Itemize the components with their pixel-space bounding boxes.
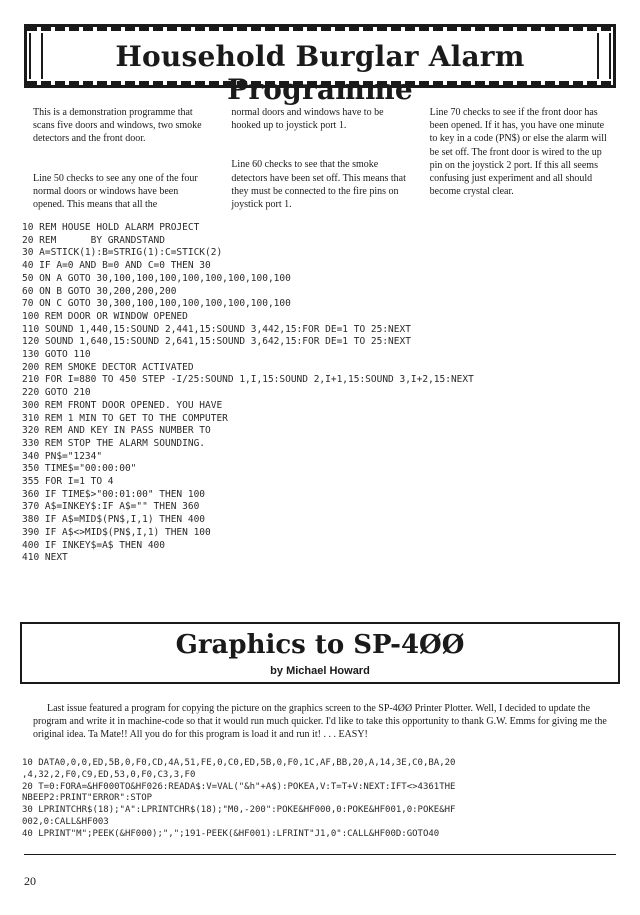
code-line: 310 REM 1 MIN TO GET TO THE COMPUTER: [22, 412, 228, 424]
code-line: 120 SOUND 1,640,15:SOUND 2,641,15:SOUND 3,642,15:FOR DE=1 TO 25:NEXT: [22, 336, 411, 348]
code-line: NBEEP2:PRINT"ERROR":STOP: [22, 793, 153, 804]
graphics-article-title: Graphics to SP-4ØØ: [175, 630, 465, 660]
graphics-article-header: [20, 622, 620, 684]
code-line: 200 REM SMOKE DECTOR ACTIVATED: [22, 361, 194, 373]
footer-rule: [24, 854, 616, 855]
intro-paragraph: Line 50 checks to see any one of the four normal doors or windows have been opened. This means that all the: [33, 172, 198, 211]
basic-program-listing: [22, 222, 622, 565]
code-line: 40 IF A=0 AND B=0 AND C=0 THEN 30: [22, 260, 211, 272]
code-line: 400 IF INKEY$=A$ THEN 400: [22, 539, 165, 551]
article-intro-columns: [33, 106, 608, 211]
intro-column-1: [33, 106, 211, 211]
article-title: Household Burglar Alarm Programme: [115, 40, 525, 106]
code-line: 20 REM BY GRANDSTAND: [22, 234, 165, 246]
code-line: 320 REM AND KEY IN PASS NUMBER TO: [22, 425, 211, 437]
code-line: 330 REM STOP THE ALARM SOUNDING.: [22, 437, 206, 449]
code-line: 100 REM DOOR OR WINDOW OPENED: [22, 310, 188, 322]
code-line: 60 ON B GOTO 30,200,200,200: [22, 285, 177, 297]
code-line: ,4,32,2,F0,C9,ED,53,0,F0,C3,3,F0: [22, 769, 196, 780]
code-line: 10 REM HOUSE HOLD ALARM PROJECT: [22, 222, 200, 233]
code-line: 390 IF A$<>MID$(PN$,I,1) THEN 100: [22, 526, 211, 538]
code-line: 002,0:CALL&HF003: [22, 816, 109, 827]
code-line: 350 TIME$="00:00:00": [22, 463, 137, 475]
code-line: 360 IF TIME$>"00:01:00" THEN 100: [22, 488, 206, 500]
intro-column-2: [231, 106, 409, 211]
code-line: 380 IF A$=MID$(PN$,I,1) THEN 400: [22, 514, 206, 526]
graphics-article-author: by Michael Howard: [270, 665, 370, 677]
code-line: 370 A$=INKEY$:IF A$="" THEN 360: [22, 501, 200, 513]
code-line: 300 REM FRONT DOOR OPENED. YOU HAVE: [22, 399, 223, 411]
code-line: 210 FOR I=880 TO 450 STEP -I/25:SOUND 1,I,15:SOUND 2,I+1,15:SOUND 3,I+2,15:NEXT: [22, 374, 474, 386]
code-line: 50 ON A GOTO 30,100,100,100,100,100,100,100,100: [22, 272, 291, 284]
code-line: 110 SOUND 1,440,15:SOUND 2,441,15:SOUND 3,442,15:FOR DE=1 TO 25:NEXT: [22, 323, 411, 335]
page-number: 20: [24, 874, 36, 888]
code-line: 130 GOTO 110: [22, 349, 91, 361]
code-line: 410 NEXT: [22, 552, 68, 564]
code-line: 340 PN$="1234": [22, 450, 103, 462]
graphics-program-listing: [22, 758, 622, 841]
code-line: 30 LPRINTCHR$(18);"A":LPRINTCHR$(18);"M0,-200":POKE&HF000,0:POKE&HF001,0:POKE&HF: [22, 805, 456, 816]
intro-paragraph: normal doors and windows have to be hooked up to joystick port 1.: [231, 107, 384, 132]
code-line: 30 A=STICK(1):B=STRIG(1):C=STICK(2): [22, 247, 223, 259]
code-line: 10 DATA0,0,0,ED,5B,0,F0,CD,4A,51,FE,0,C0,ED,5B,0,F0,1C,AF,BB,20,A,14,3E,C0,BA,20: [22, 758, 456, 768]
code-line: 40 LPRINT"M";PEEK(&HF000);",";191-PEEK(&HF001):LFRINT"J1,0":CALL&HF00D:GOTO40: [22, 828, 440, 839]
article-title-banner: [24, 24, 616, 106]
intro-paragraph: Line 70 checks to see if the front door has been opened. If it has, you have one minute to key in a code (PN$) or else the alarm will be set off. The front door is wired to the up pin on the joystick 2 port. If this all seems confusing just experiment and all should become crystal clear.: [429, 107, 607, 198]
intro-paragraph: Line 60 checks to see that the smoke detectors have been set off. This means that they must be connected to the fire pins on joystick port 1.: [231, 159, 406, 211]
intro-column-3: [430, 106, 608, 211]
intro-paragraph: This is a demonstration programme that scans five doors and windows, two smoke detectors and the front door.: [33, 107, 202, 145]
code-line: 220 GOTO 210: [22, 387, 91, 399]
code-line: 355 FOR I=1 TO 4: [22, 476, 114, 488]
code-line: 70 ON C GOTO 30,300,100,100,100,100,100,100,100: [22, 298, 291, 310]
graphics-article-intro: Last issue featured a program for copying the picture on the graphics screen to the SP-4ØØ Printer Plotter. Well, I decided to update the program and write it in machine-code so that it would run much quicker. I'd like to take this opportunity to thank G.W. Emms for giving me the original idea. Ta Mate!! All you do for this program is load it and run it! . . . EASY!: [33, 703, 607, 740]
code-line: 20 T=0:FORA=&HF000TO&HF026:READA$:V=VAL("&h"+A$):POKEA,V:T=T+V:NEXT:IFT<>4361THE: [22, 781, 456, 792]
